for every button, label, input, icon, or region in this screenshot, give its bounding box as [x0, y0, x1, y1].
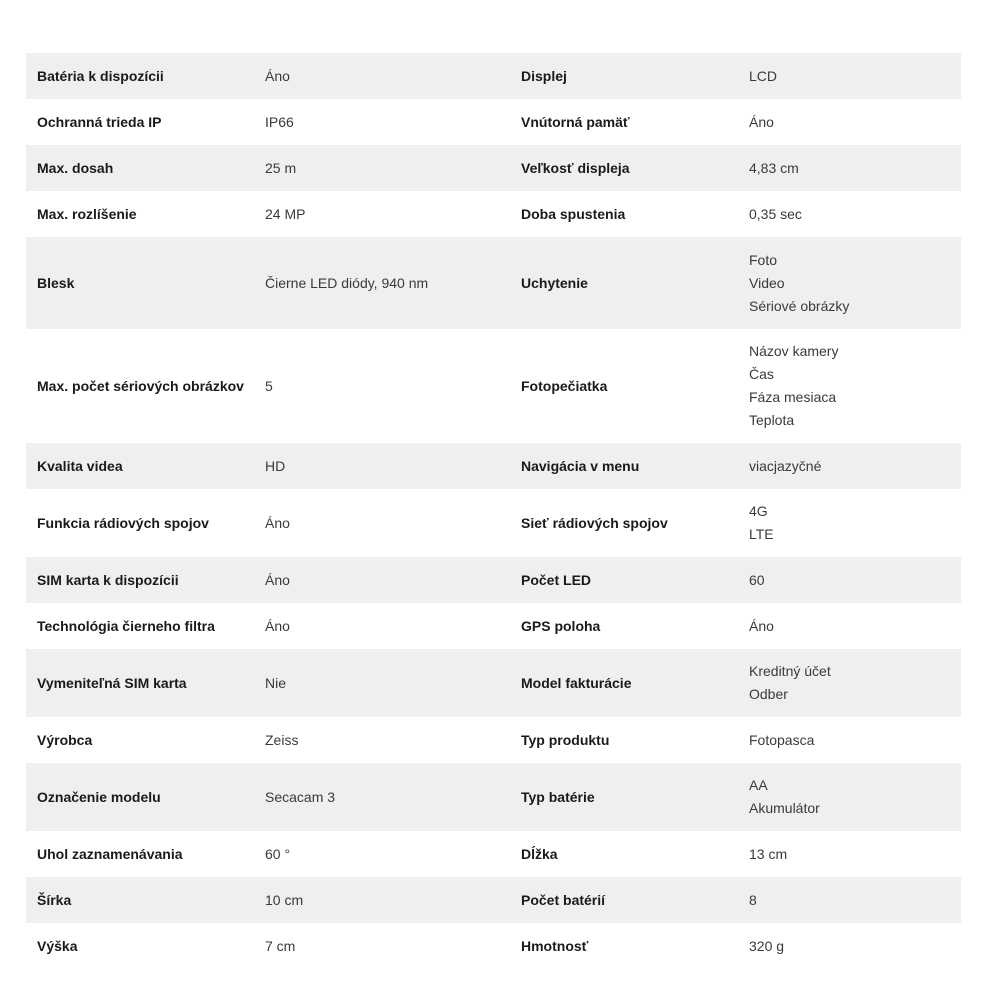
spec-value-line: 8 — [749, 891, 757, 908]
spec-label-left: SIM karta k dispozícii — [37, 571, 179, 588]
spec-value-line: 13 cm — [749, 845, 788, 862]
spec-value-line: Áno — [265, 514, 290, 531]
spec-value-left — [254, 603, 510, 649]
spec-label-right: Typ produktu — [521, 731, 610, 748]
spec-value-left — [254, 717, 510, 763]
spec-value-left — [254, 649, 510, 717]
spec-value-line: 60 — [749, 571, 765, 588]
spec-row — [26, 831, 961, 877]
spec-value-line: LCD — [749, 67, 778, 84]
spec-value-line: 24 MP — [265, 205, 306, 222]
spec-value-line: Akumulátor — [749, 800, 820, 816]
spec-label-left: Výška — [37, 937, 78, 954]
spec-label-left: Ochranná trieda IP — [37, 113, 162, 130]
spec-row — [26, 923, 961, 969]
spec-value-line: Video — [749, 274, 785, 291]
spec-value-line: Áno — [265, 617, 290, 634]
spec-value-line: Áno — [265, 571, 290, 588]
spec-label-left: Max. dosah — [37, 159, 114, 176]
spec-label-left: Kvalita videa — [37, 457, 123, 474]
spec-value-line: 320 g — [749, 937, 785, 954]
spec-value-line: Čierne LED diódy, 940 nm — [265, 274, 429, 291]
spec-value-left — [254, 557, 510, 603]
spec-row — [26, 191, 961, 237]
spec-value-left — [254, 877, 510, 923]
spec-value-right — [738, 923, 961, 969]
spec-value-line: Názov kamery — [749, 343, 839, 359]
spec-label-left: Výrobca — [37, 731, 93, 748]
spec-label-right: Vnútorná pamäť — [521, 113, 630, 130]
spec-value-right — [738, 329, 961, 443]
spec-row — [26, 237, 961, 329]
spec-value-left — [254, 191, 510, 237]
spec-label-right: Typ batérie — [521, 788, 595, 805]
spec-value-line: 4,83 cm — [749, 159, 799, 176]
spec-value-right — [738, 191, 961, 237]
spec-label-left: Označenie modelu — [37, 788, 161, 805]
spec-row — [26, 489, 961, 557]
spec-value-right — [738, 53, 961, 99]
spec-value-right — [738, 763, 961, 831]
spec-label-left: Batéria k dispozícii — [37, 67, 164, 84]
spec-value-right — [738, 99, 961, 145]
spec-label-left: Šírka — [37, 891, 72, 908]
spec-value-line: Foto — [749, 251, 778, 268]
spec-value-left — [254, 99, 510, 145]
spec-value-line: HD — [265, 457, 286, 474]
spec-label-right: Hmotnosť — [521, 937, 589, 954]
spec-value-line: 60 ° — [265, 845, 291, 862]
spec-value-right — [738, 831, 961, 877]
spec-value-right — [738, 877, 961, 923]
spec-label-right: Model fakturácie — [521, 674, 632, 691]
spec-value-line: Odber — [749, 686, 788, 702]
spec-value-left — [254, 237, 510, 329]
spec-value-left — [254, 443, 510, 489]
spec-label-right: Uchytenie — [521, 274, 588, 291]
spec-value-line: AA — [749, 777, 768, 793]
spec-label-left: Max. rozlíšenie — [37, 205, 137, 222]
spec-value-line: 0,35 sec — [749, 205, 802, 222]
spec-label-left: Technológia čierneho filtra — [37, 617, 215, 634]
spec-label-left: Blesk — [37, 274, 75, 291]
spec-value-line: 7 cm — [265, 937, 296, 954]
spec-table-body — [26, 53, 961, 969]
spec-value-right — [738, 145, 961, 191]
spec-value-left — [254, 831, 510, 877]
spec-value-right — [738, 649, 961, 717]
spec-row — [26, 329, 961, 443]
spec-value-line: Nie — [265, 674, 287, 691]
spec-value-line: viacjazyčné — [749, 457, 822, 474]
spec-row — [26, 763, 961, 831]
spec-label-right: Navigácia v menu — [521, 457, 640, 474]
spec-value-line: LTE — [749, 526, 774, 542]
spec-value-line: Áno — [265, 67, 290, 84]
spec-row — [26, 443, 961, 489]
product-spec-table — [26, 53, 961, 969]
spec-value-left — [254, 329, 510, 443]
spec-value-line: Áno — [749, 113, 774, 130]
spec-value-line: Secacam 3 — [265, 788, 336, 805]
spec-value-line: Sériové obrázky — [749, 297, 850, 314]
spec-value-right — [738, 603, 961, 649]
spec-value-right — [738, 489, 961, 557]
spec-row — [26, 53, 961, 99]
spec-row — [26, 557, 961, 603]
spec-row — [26, 99, 961, 145]
spec-label-right: Displej — [521, 67, 567, 84]
spec-label-left: Vymeniteľná SIM karta — [37, 674, 187, 691]
spec-row — [26, 649, 961, 717]
spec-label-right: Počet LED — [521, 571, 592, 588]
spec-value-left — [254, 763, 510, 831]
spec-label-right: Počet batérií — [521, 891, 606, 908]
spec-row — [26, 145, 961, 191]
spec-value-line: Čas — [749, 366, 774, 382]
spec-value-line: Áno — [749, 617, 774, 634]
spec-value-line: IP66 — [265, 113, 294, 130]
spec-value-line: Fáza mesiaca — [749, 389, 837, 405]
spec-value-line: 5 — [265, 377, 273, 394]
spec-label-left: Max. počet sériových obrázkov — [37, 377, 244, 394]
spec-label-right: Veľkosť displeja — [521, 159, 630, 176]
spec-value-right — [738, 443, 961, 489]
spec-value-line: Teplota — [749, 412, 795, 428]
spec-value-left — [254, 489, 510, 557]
spec-value-right — [738, 237, 961, 329]
spec-label-left: Funkcia rádiových spojov — [37, 514, 209, 531]
spec-row — [26, 877, 961, 923]
spec-label-right: Fotopečiatka — [521, 377, 608, 394]
spec-value-line: 25 m — [265, 159, 297, 176]
spec-label-right: Doba spustenia — [521, 205, 626, 222]
spec-value-line: Fotopasca — [749, 731, 815, 748]
spec-row — [26, 603, 961, 649]
spec-label-right: Sieť rádiových spojov — [521, 514, 668, 531]
spec-value-line: Zeiss — [265, 731, 299, 748]
spec-value-line: 10 cm — [265, 891, 304, 908]
spec-value-line: Kreditný účet — [749, 663, 831, 679]
spec-label-left: Uhol zaznamenávania — [37, 845, 183, 862]
spec-row — [26, 717, 961, 763]
spec-value-right — [738, 557, 961, 603]
spec-value-left — [254, 53, 510, 99]
spec-label-right: GPS poloha — [521, 617, 601, 634]
spec-value-line: 4G — [749, 503, 768, 519]
spec-value-right — [738, 717, 961, 763]
spec-value-left — [254, 923, 510, 969]
spec-value-left — [254, 145, 510, 191]
spec-label-right: Dĺžka — [521, 845, 558, 862]
